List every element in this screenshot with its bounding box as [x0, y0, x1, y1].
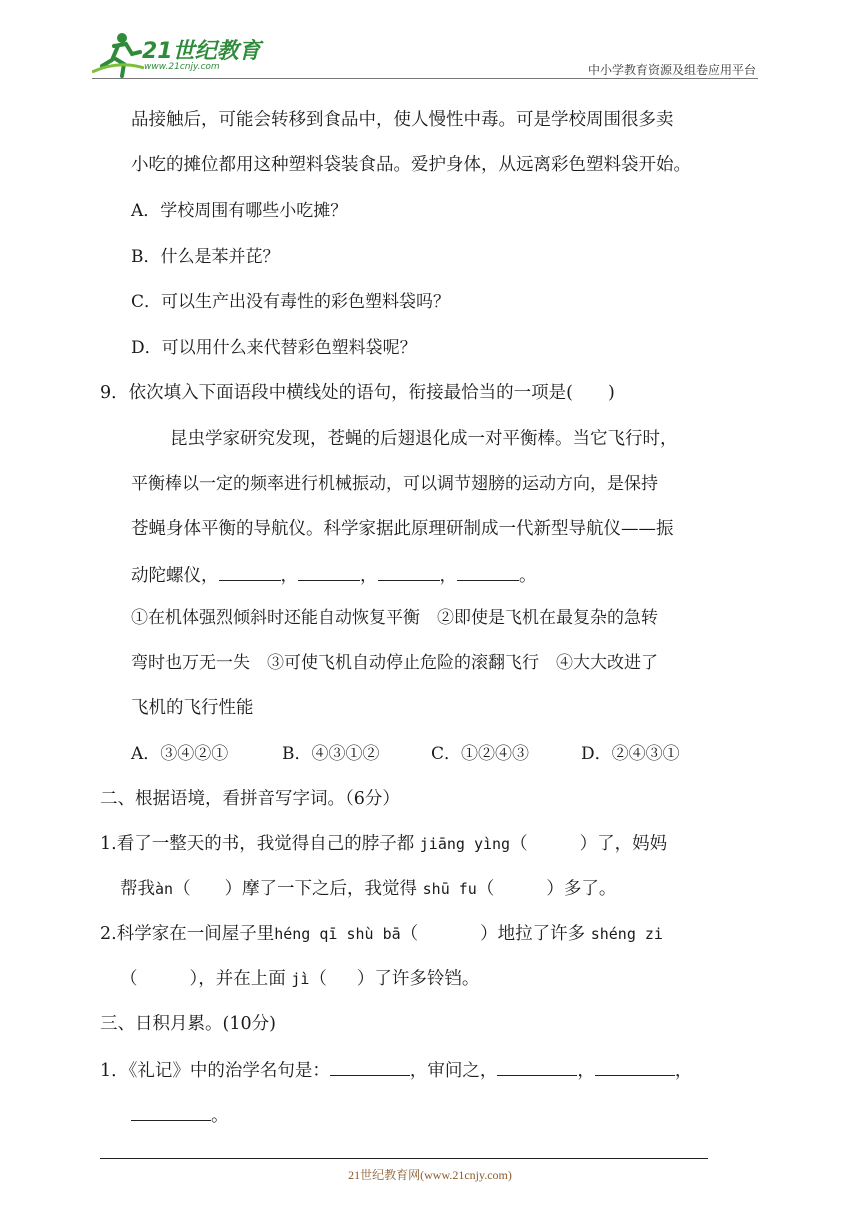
comma: ，	[280, 566, 298, 586]
open-paren: （	[173, 879, 191, 899]
q-text: 1.看了一整天的书，我觉得自己的脖子都	[100, 834, 415, 854]
q9-paragraph-line: 苍蝇身体平衡的导航仪。科学家据此原理研制成一代新型导航仪——振	[131, 519, 674, 539]
period: 。	[519, 566, 537, 586]
q9-option-c: C．①②④③	[431, 744, 530, 764]
header-tagline: 中小学教育资源及组卷应用平台	[587, 63, 756, 77]
section2-q2-line1	[100, 922, 663, 946]
page-header	[0, 0, 860, 80]
q-text: ）了许多铃铛。	[356, 969, 480, 989]
q-text: 摩了一下之后，我觉得	[242, 879, 418, 899]
q-text: ）多了。	[546, 879, 617, 899]
logo-url: www.21cnjy.com	[144, 62, 220, 72]
q-text: ）地拉了许多	[480, 924, 586, 944]
section3-title: 三、日积月累。(10分)	[100, 1014, 276, 1034]
answer-blank[interactable]	[298, 562, 360, 581]
pinyin: shū fu	[422, 880, 477, 898]
q-text: ，审问之，	[409, 1061, 498, 1081]
q8-option-a: A．学校周围有哪些小吃摊？	[131, 201, 348, 221]
answer-blank[interactable]	[457, 562, 519, 581]
section2-q1-line1	[100, 832, 667, 856]
comma: ，	[360, 566, 378, 586]
section2-q1-line2	[120, 877, 616, 901]
open-paren: （	[476, 879, 495, 899]
answer-blank[interactable]	[219, 562, 281, 581]
q8-option-c: C．可以生产出没有毒性的彩色塑料袋吗？	[131, 292, 451, 312]
q-text: ），并在上面	[189, 969, 286, 989]
q-text: 2.科学家在一间屋子里	[100, 924, 275, 944]
section2-title: 二、根据语境，看拼音写字词。（6分）	[100, 789, 400, 809]
header-divider	[92, 78, 758, 79]
q8-option-d: D．可以用什么来代替彩色塑料袋呢？	[131, 338, 417, 358]
comma: ，	[577, 1061, 595, 1081]
comma: ，	[439, 566, 457, 586]
answer-blank[interactable]	[131, 1102, 211, 1121]
section3-q1-line2	[131, 1102, 229, 1128]
answer-blank[interactable]	[330, 1057, 410, 1076]
q9-option-a: A．③④②①	[131, 744, 229, 764]
passage-line: 小吃的摊位都用这种塑料袋装食品。爱护身体，从远离彩色塑料袋开始。	[131, 155, 691, 175]
pinyin: jì	[291, 970, 310, 988]
pinyin: jiāng yìng	[419, 835, 511, 853]
section3-q1-line1	[100, 1057, 692, 1083]
close-paren: ）	[224, 879, 243, 899]
period: 。	[211, 1106, 229, 1126]
q-text: ）了，妈妈	[579, 834, 668, 854]
answer-blank[interactable]	[378, 562, 440, 581]
q9-paragraph-line: 昆虫学家研究发现，苍蝇的后翅退化成一对平衡棒。当它飞行时，	[170, 429, 678, 449]
section2-q2-line2	[120, 967, 479, 991]
pinyin: shéng zi	[590, 925, 663, 943]
q9-paragraph-line: 平衡棒以一定的频率进行机械振动，可以调节翅膀的运动方向，是保持	[131, 474, 658, 494]
site-logo[interactable]	[92, 32, 262, 78]
footer-link[interactable]: 21世纪教育网(www.21cnjy.com)	[348, 1168, 512, 1182]
q9-option-d: D．②④③①	[581, 744, 680, 764]
q9-choices-line: 弯时也万无一失 ③可使飞机自动停止危险的滚翻飞行 ④大大改进了	[131, 653, 658, 673]
open-paren: （	[510, 834, 528, 854]
answer-blank[interactable]	[497, 1057, 577, 1076]
q9-paragraph-line-blanks	[131, 562, 537, 588]
q9-choices-line: 飞机的飞行性能	[131, 698, 254, 718]
q-text: 帮我	[120, 879, 155, 899]
running-man-logo-icon	[92, 32, 144, 78]
open-paren: （	[309, 969, 327, 989]
q9-option-b: B．④③①②	[282, 744, 380, 764]
q9-choices-line: ①在机体强烈倾斜时还能自动恢复平衡 ②即使是飞机在最复杂的急转	[131, 608, 658, 628]
q9-stem: 9．依次填入下面语段中横线处的语句，衔接最恰当的一项是( )	[100, 383, 615, 403]
passage-line: 品接触后，可能会转移到食品中，使人慢性中毒。可是学校周围很多卖	[131, 110, 674, 130]
pinyin: àn	[155, 880, 174, 898]
open-paren: （	[120, 969, 138, 989]
answer-blank[interactable]	[595, 1057, 675, 1076]
q-text: 1．《礼记》中的治学名句是：	[100, 1061, 330, 1081]
q9-text: 动陀螺仪，	[131, 566, 219, 586]
footer-divider	[100, 1158, 708, 1159]
open-paren: （	[400, 924, 419, 944]
pinyin: héng qī shù bā	[274, 925, 401, 943]
q8-option-b: B．什么是苯并芘？	[131, 247, 280, 267]
logo-text: 21世纪教育	[142, 39, 261, 64]
comma: ，	[674, 1061, 693, 1081]
